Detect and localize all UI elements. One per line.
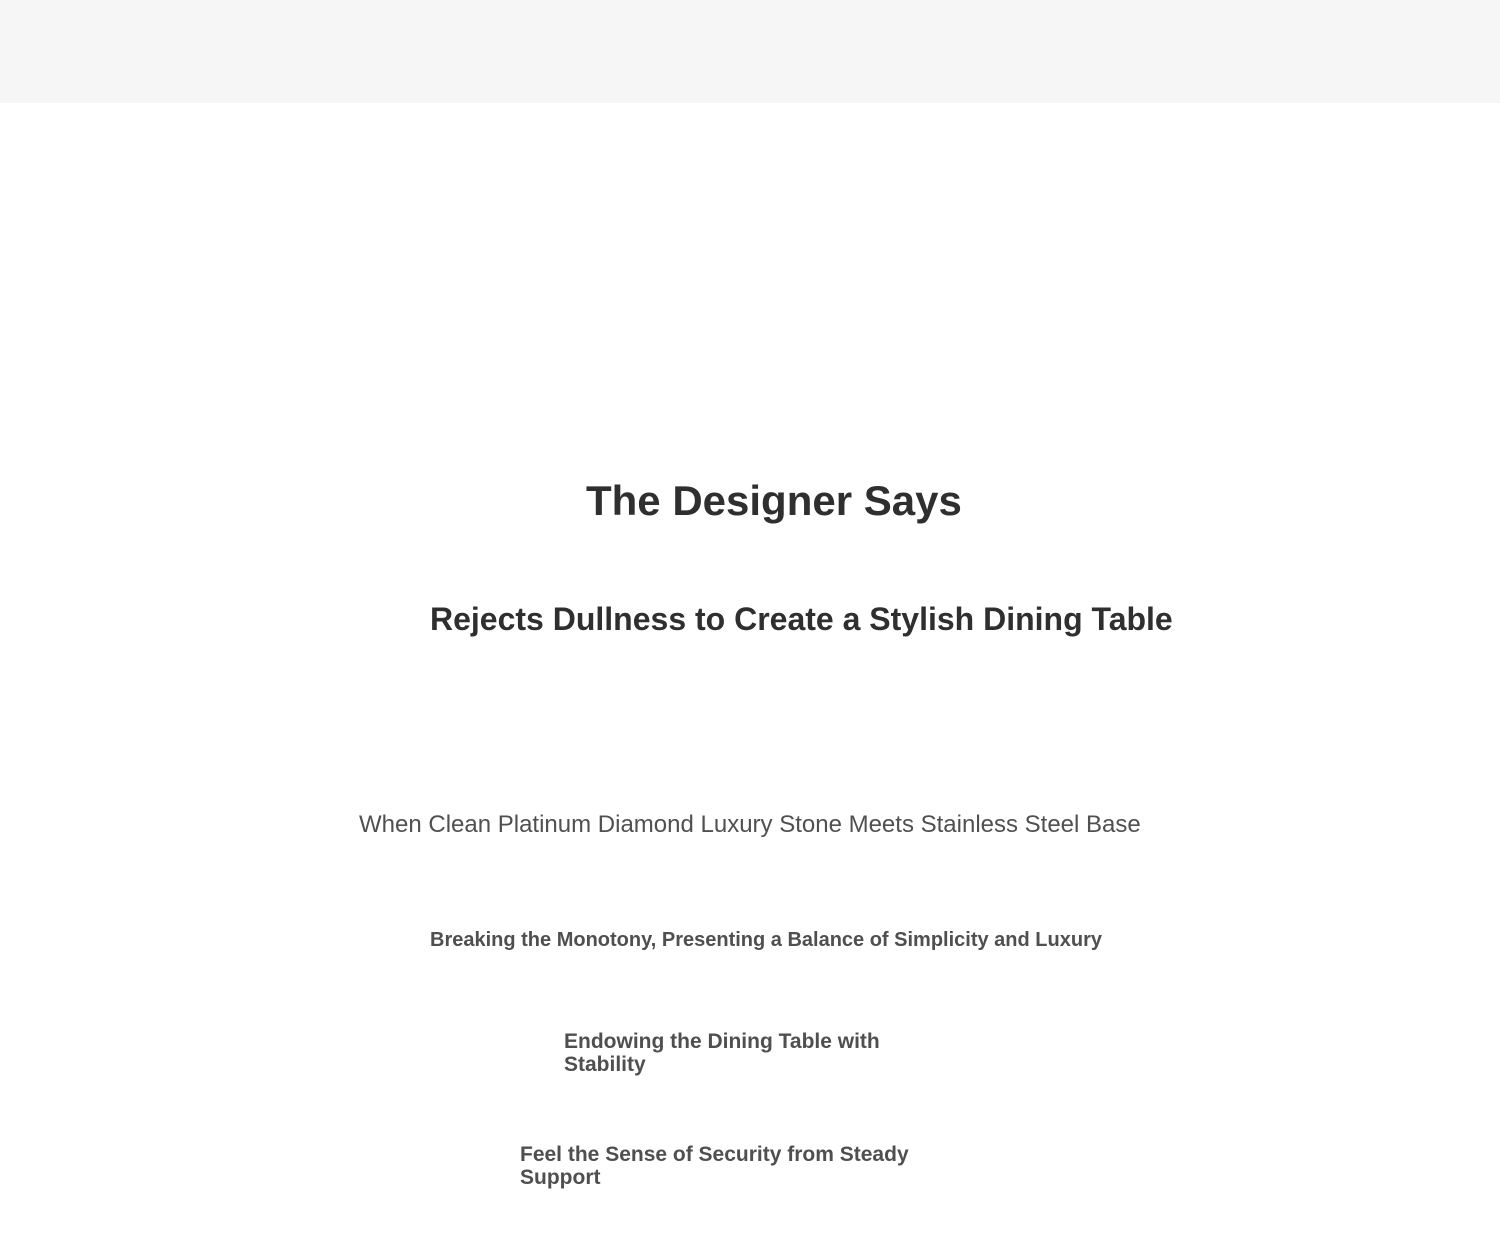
- designer-says-title: The Designer Says: [586, 477, 962, 524]
- header-band: [0, 0, 1500, 103]
- material-tagline: When Clean Platinum Diamond Luxury Stone Meets Stainless Steel Base: [359, 811, 1141, 838]
- dining-table-heading: Rejects Dullness to Create a Stylish Dining Table: [430, 601, 1173, 637]
- security-heading: Feel the Sense of Security from Steady Support: [520, 1143, 909, 1189]
- stability-heading: Endowing the Dining Table with Stability: [564, 1030, 880, 1076]
- simplicity-luxury-subheading: Breaking the Monotony, Presenting a Balance of Simplicity and Luxury: [430, 929, 1102, 951]
